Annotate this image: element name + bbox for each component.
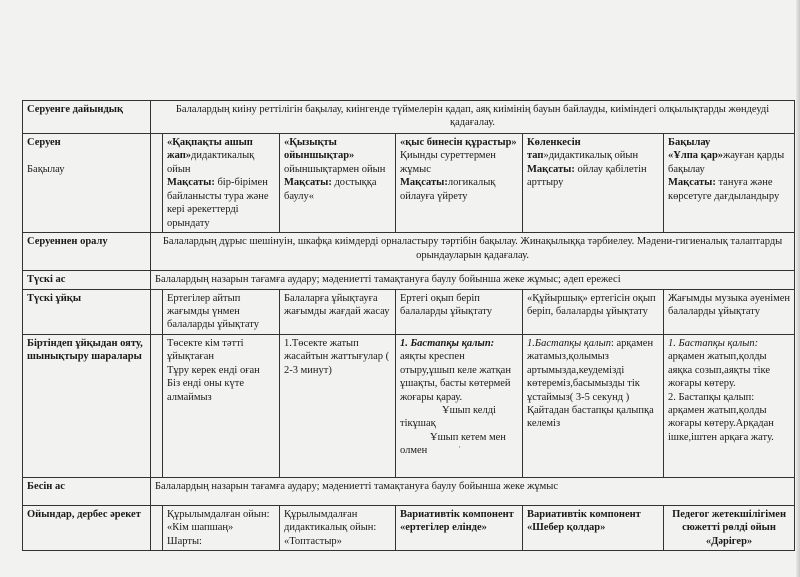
row-label: Бесін ас bbox=[23, 477, 151, 505]
game-tail: жауған қарды бақылау bbox=[668, 150, 785, 175]
sleep-cell-5: Жағымды музыка әуенімен балаларды ұйықтату bbox=[664, 289, 795, 334]
row-label: Біртіндеп ұйқыдан ояту, шынықтыру шаралары bbox=[23, 334, 151, 477]
verse-line: Ұшып кетем мен bbox=[430, 431, 506, 443]
step-body: арқамен жатып,қолды аяқка созып,аяқты тіке жоғары көтеру. bbox=[668, 351, 771, 390]
game-title: «Қызықты ойыншықтар» bbox=[284, 137, 355, 162]
game-line: «ертегілер елінде» bbox=[400, 522, 487, 534]
row-games bbox=[23, 505, 795, 550]
row-label: Түскі ас bbox=[23, 271, 151, 289]
row-walk-prep bbox=[23, 101, 795, 134]
verse-line: Ұшып келді bbox=[442, 405, 496, 416]
row-text: Балалардың дұрыс шешінуін, шкафқа киімдерді орналастыру тәртібін бақылау. Жинақылыққа тәрбиелеу. Мәдени-гигиеналық талаптарды орындауларын қадағалау. bbox=[151, 233, 795, 271]
goal-text: бір-бірімен байланысты тура және кері әрекеттерді орындату bbox=[167, 177, 269, 229]
step-body: : арқамен жатамыз,қолымыз артымызда,кеудемізді көтереміз,басымызды тік ұстаймыз( 3-5 секунд ) Қайтадан бастапқы қалыпқа келеміз bbox=[527, 337, 654, 430]
spacer-cell bbox=[151, 289, 163, 334]
row-text: Балалардың назарын тағамға аудару; мәдениетті тамақтануға баулу бойынша жеке жұмыс; әдеп ережесі bbox=[151, 271, 795, 289]
goal-label: Мақсаты: bbox=[167, 177, 215, 189]
goal-text: достыққа баулу« bbox=[284, 177, 377, 202]
game-line: Вариативтік компонент bbox=[400, 508, 514, 520]
schedule-table bbox=[22, 100, 795, 551]
game-line: Құрылымдалған ойын: bbox=[167, 508, 270, 520]
game-tail: Қиынды суреттермен жұмыс bbox=[400, 150, 496, 175]
spacer-cell bbox=[151, 134, 163, 233]
goal-label: Мақсаты: bbox=[527, 163, 575, 175]
spacer-cell bbox=[151, 505, 163, 550]
goal-text: логикалық ойлауға үйрету bbox=[400, 177, 496, 202]
games-cell-5: Педегог жетекшілігімен сюжетті рөлді ойын «Дәрігер» bbox=[664, 505, 795, 550]
row-label: Ойындар, дербес әрекет bbox=[23, 505, 151, 550]
goal-label: Мақсаты: bbox=[284, 177, 332, 189]
row-label bbox=[23, 134, 151, 233]
game-title: «қыс бинесін құрастыр» bbox=[400, 137, 517, 148]
verse-line: олмен bbox=[400, 445, 428, 457]
game-line: «Шебер қолдар» bbox=[527, 522, 606, 534]
verse-line: тікұшақ bbox=[400, 418, 436, 430]
walk-cell-4 bbox=[523, 134, 664, 233]
walk-cell-3 bbox=[396, 134, 523, 233]
rhyme-line: Тұру керек енді оған bbox=[167, 364, 260, 376]
row-snack bbox=[23, 477, 795, 505]
row-lunch bbox=[23, 271, 795, 289]
spacer-cell bbox=[151, 334, 163, 477]
sleep-cell-2: Балаларға ұйықтауға жағымды жағдай жасау bbox=[280, 289, 396, 334]
goal-text: тануға және көрсетуге дағдыландыру bbox=[668, 177, 780, 202]
scan-speck: · bbox=[458, 442, 461, 452]
wake-cell-3 bbox=[396, 334, 523, 477]
game-line: Шарты: bbox=[167, 535, 202, 547]
sleep-cell-3: Ертегі оқып беріп балаларды ұйықтату bbox=[396, 289, 523, 334]
game-title: Көленкесін тап bbox=[527, 137, 581, 162]
game-tail: »дидактикалық ойын bbox=[543, 150, 639, 162]
row-wake bbox=[23, 334, 795, 477]
walk-cell-5 bbox=[664, 134, 795, 233]
row-sleep bbox=[23, 289, 795, 334]
step-body: аяқты креспен отыру,ұшып келе жатқан ұшақты, басты көтермей жоғары қарау. bbox=[400, 351, 511, 403]
game-line: «Кім шапшаң» bbox=[167, 522, 234, 534]
game-title: «Қақпақты ашып жап» bbox=[167, 137, 253, 162]
label-line: Серуен bbox=[27, 137, 61, 148]
row-text: Балалардың киіну реттілігін бақылау, киінгенде түймелерін қадап, аяқ киімінің бауын байлауды, киіміндегі олқылықтарды жөндеуді қадағалау. bbox=[151, 101, 795, 134]
step-head: 1.Бастапқы қалып bbox=[527, 337, 611, 349]
scan-edge-shadow bbox=[796, 0, 800, 577]
wake-cell-1 bbox=[163, 334, 280, 477]
wake-cell-2: 1.Төсекте жатып жасайтын жаттығулар ( 2-3 минут) bbox=[280, 334, 396, 477]
games-cell-4 bbox=[523, 505, 664, 550]
step-head: 1. Бастапқы қалып: bbox=[668, 337, 759, 349]
games-cell-2 bbox=[280, 505, 396, 550]
row-text: Балалардың назарын тағамға аудару; мәдениетті тамақтануға баулу бойынша жеке жұмыс bbox=[151, 477, 795, 505]
wake-cell-5 bbox=[664, 334, 795, 477]
observation-head: Бақылау bbox=[668, 137, 711, 148]
goal-label: Мақсаты: bbox=[668, 177, 716, 189]
row-walk bbox=[23, 134, 795, 233]
row-label: Серуеннен оралу bbox=[23, 233, 151, 271]
row-return bbox=[23, 233, 795, 271]
row-label: Серуенге дайындық bbox=[23, 101, 151, 134]
game-tail: дидактикалық ойын bbox=[167, 150, 255, 175]
goal-label: Мақсаты: bbox=[400, 177, 448, 189]
game-tail: ойыншықтармен ойын bbox=[284, 163, 386, 175]
game-line: Құрылымдалған дидактикалық ойын: bbox=[284, 508, 377, 534]
step-head: 1. Бастапқы қалып: bbox=[400, 337, 495, 349]
games-cell-1 bbox=[163, 505, 280, 550]
game-line: «Топтастыр» bbox=[284, 535, 342, 547]
rhyme-line: Төсекте кім тәтті ұйықтаған bbox=[167, 337, 244, 363]
goal-text: ойлау қабілетін арттыру bbox=[527, 163, 647, 189]
wake-cell-4 bbox=[523, 334, 664, 477]
walk-cell-2 bbox=[280, 134, 396, 233]
game-title: «Ұлпа қар» bbox=[668, 150, 724, 162]
walk-cell-1 bbox=[163, 134, 280, 233]
step-body-2: 2. Бастапқы қалып: арқамен жатып,қолды жоғары көтеру.Арқадан ішке,іштен арқаға жату. bbox=[668, 391, 774, 443]
sleep-cell-1: Ертегілер айтып жағымды үнмен балаларды ұйықтату bbox=[163, 289, 280, 334]
label-line: Бақылау bbox=[27, 164, 65, 176]
games-cell-3 bbox=[396, 505, 523, 550]
row-label: Түскі ұйқы bbox=[23, 289, 151, 334]
sleep-cell-4: «Құйыршық» ертегісін оқып беріп, балаларды ұйықтату bbox=[523, 289, 664, 334]
rhyme-line: Біз енді оны күте алмаймыз bbox=[167, 378, 245, 403]
game-line: Вариативтік компонент bbox=[527, 508, 641, 520]
